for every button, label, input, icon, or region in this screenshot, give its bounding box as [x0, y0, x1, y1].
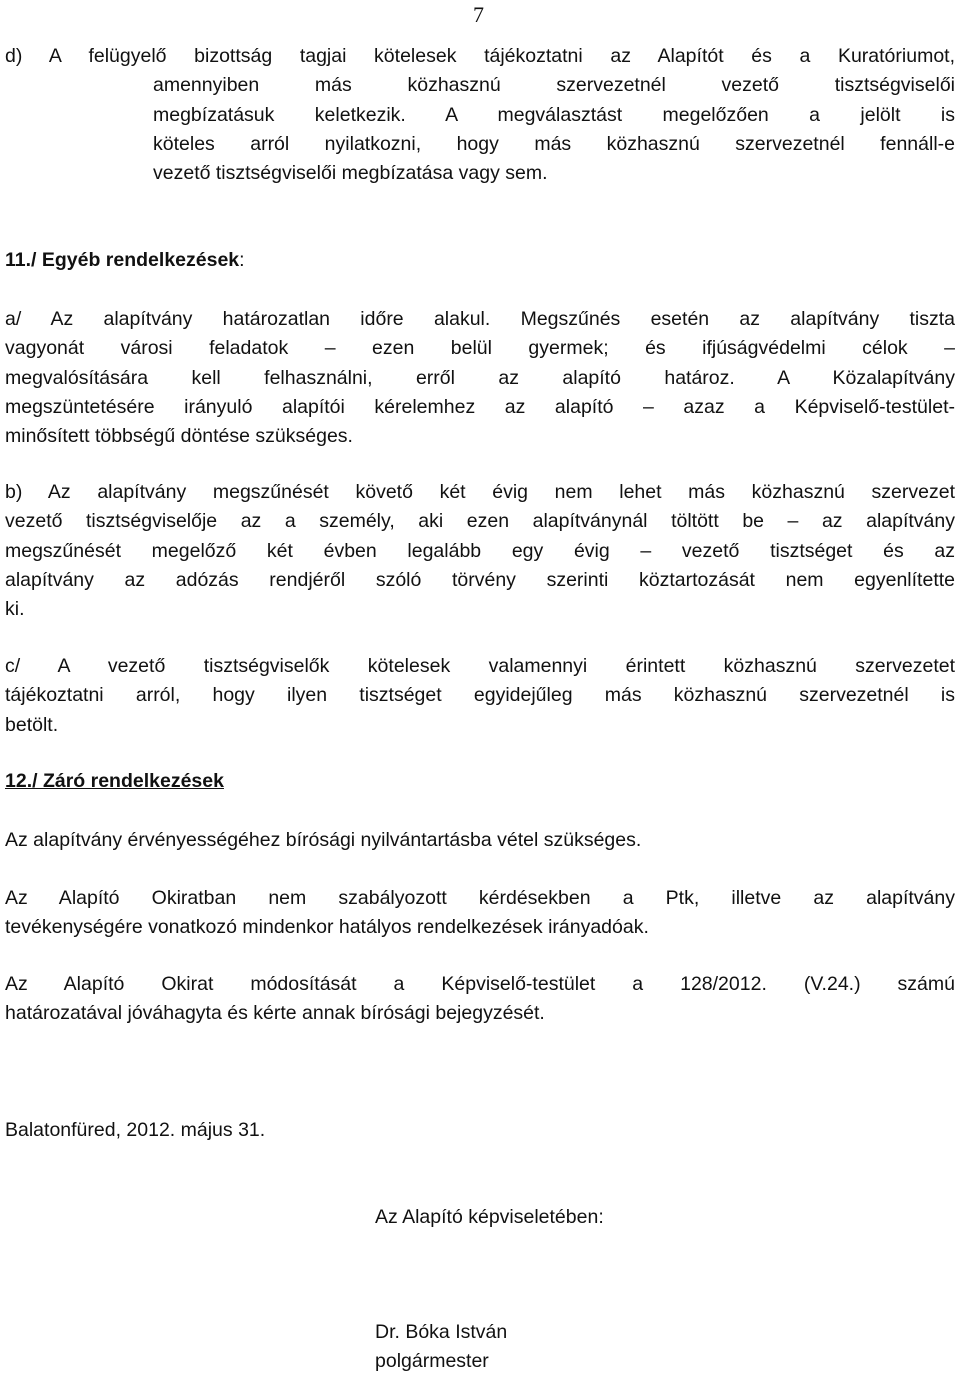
text-line: megszűnését megelőző két évben legalább egy évig – vezető tisztséget és az: [5, 539, 955, 562]
paragraph-12-validity: Az alapítvány érvényességéhez bírósági nyilvántartásba vétel szükséges.: [5, 829, 642, 851]
paragraph-c: [5, 652, 955, 740]
text-line: megvalósítására kell felhasználni, erről az alapító határoz. A Közalapítvány: [5, 366, 955, 389]
text-line: megszüntetésére irányuló alapítói kérelemhez az alapító – azaz a Képviselő-testület-: [5, 395, 955, 418]
text-line: c/ A vezető tisztségviselők kötelesek valamennyi érintett közhasznú szervezetet: [5, 655, 955, 677]
text-line: vagyonát városi feladatok – ezen belül gyermek; és ifjúságvédelmi célok –: [5, 337, 955, 360]
text-line: b) Az alapítvány megszűnését követő két évig nem lehet más közhasznú szervezet: [5, 481, 955, 503]
text-line: megbízatásuk keletkezik. A megválasztást megelőzően a jelölt is: [153, 103, 955, 126]
text-line: minősített többségű döntése szükséges.: [5, 425, 353, 448]
text-line: a/ Az alapítvány határozatlan időre alakul. Megszűnés esetén az alapítvány tiszta: [5, 308, 955, 330]
place-date: Balatonfüred, 2012. május 31.: [5, 1119, 266, 1141]
section-d-continuation: [153, 71, 955, 188]
section-d-first-line: d) A felügyelő bizottság tagjai kötelesek tájékoztatni az Alapítót és a Kuratóriumot,: [5, 45, 955, 67]
signature-title: polgármester: [375, 1350, 489, 1372]
heading-11: [5, 246, 245, 275]
text-line: amennyiben más közhasznú szervezetnél vezető tisztségviselői: [153, 74, 955, 97]
page-number: 7: [473, 2, 484, 27]
paragraph-a: [5, 305, 955, 451]
section-d: [5, 42, 955, 71]
paragraph-12-amendment: [5, 970, 955, 1029]
text-line: alapítvány az adózás rendjéről szóló törvény szerinti köztartozását nem egyenlítette: [5, 568, 955, 591]
text-line: határozatával jóváhagyta és kérte annak bírósági bejegyzését.: [5, 1002, 545, 1025]
heading-11-title: 11./ Egyéb rendelkezések: [5, 249, 240, 271]
paragraph-b: [5, 478, 955, 624]
paragraph-12-ptk: [5, 884, 955, 943]
heading-11-suffix: :: [239, 249, 245, 271]
heading-12: 12./ Záró rendelkezések: [5, 770, 224, 792]
text-line: betölt.: [5, 713, 59, 736]
text-line: tájékoztatni arról, hogy ilyen tisztséget egyidejűleg más közhasznú szervezetnél is: [5, 684, 955, 707]
text-line: köteles arról nyilatkozni, hogy más közhasznú szervezetnél fennáll-e: [153, 132, 955, 155]
text-line: Az Alapító Okirat módosítását a Képviselő-testület a 128/2012. (V.24.) számú: [5, 973, 955, 995]
text-line: Az Alapító Okiratban nem szabályozott kérdésekben a Ptk, illetve az alapítvány: [5, 887, 955, 909]
signature-on-behalf: Az Alapító képviseletében:: [375, 1206, 604, 1228]
signature-name: Dr. Bóka István: [375, 1321, 508, 1343]
text-line: ki.: [5, 598, 25, 621]
text-line: vezető tisztségviselői megbízatása vagy sem.: [153, 162, 548, 185]
text-line: vezető tisztségviselője az a személy, aki ezen alapítványnál töltött be – az alapítvány: [5, 510, 955, 533]
text-line: tevékenységére vonatkozó mindenkor hatályos rendelkezések irányadóak.: [5, 916, 649, 939]
